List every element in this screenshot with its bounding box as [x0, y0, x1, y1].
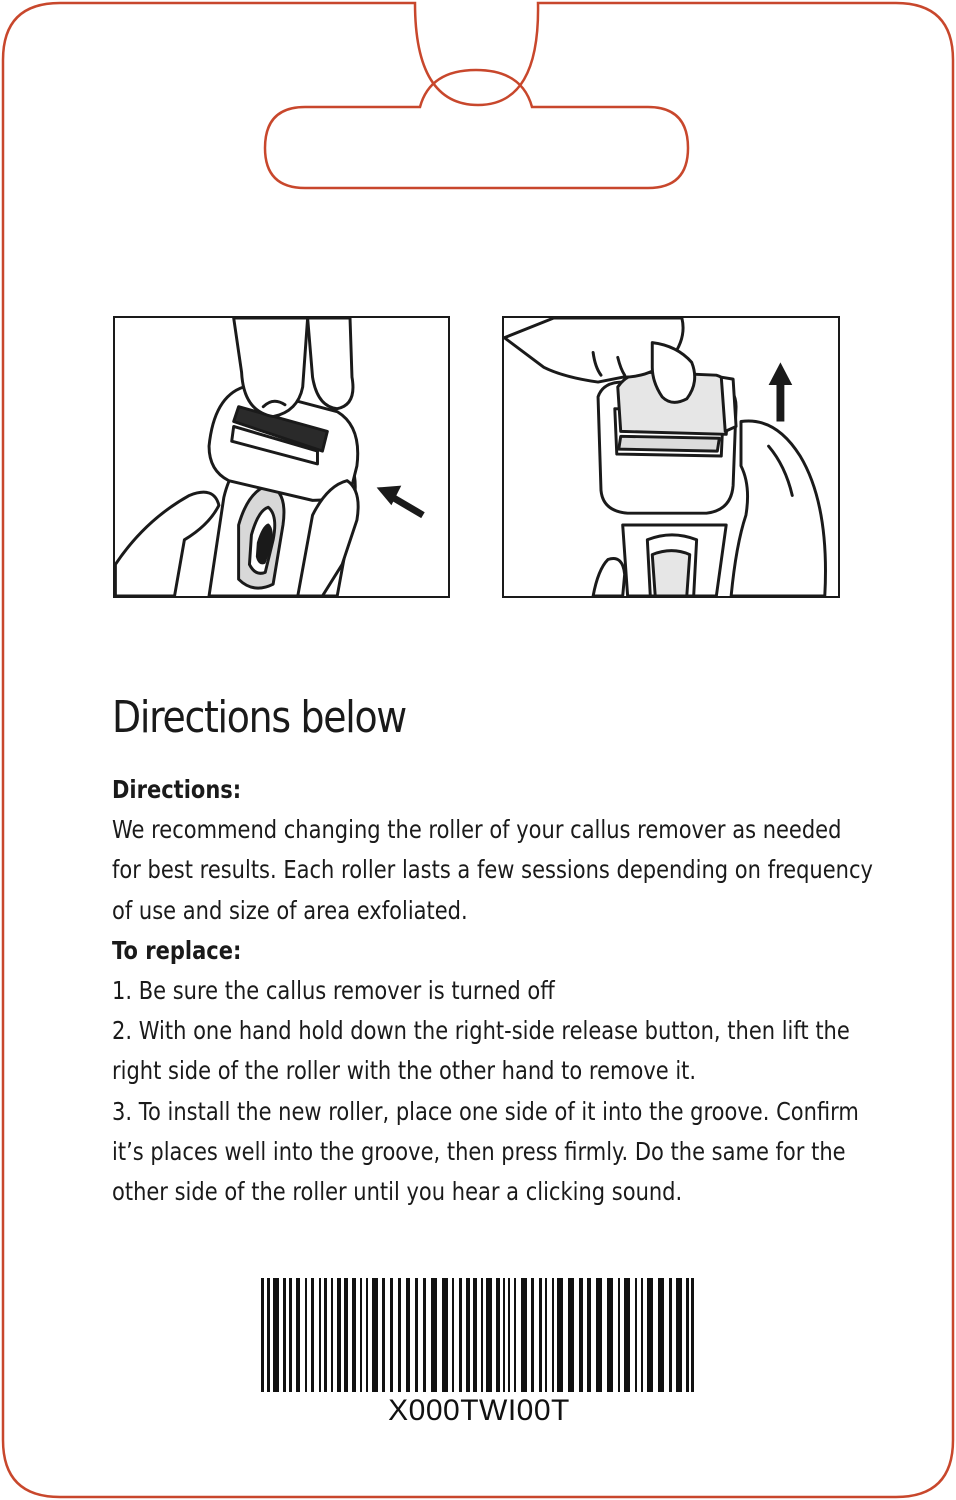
barcode-bar	[508, 1278, 510, 1392]
barcode-bar	[676, 1278, 682, 1392]
barcode-bar	[406, 1278, 410, 1392]
barcode-bar	[289, 1278, 292, 1392]
hang-hole	[265, 70, 688, 188]
step-line: 3. To install the new roller, place one side of it into the groove. Confirm	[112, 1096, 859, 1126]
barcode-bar	[283, 1278, 286, 1392]
barcode-bar	[658, 1278, 664, 1392]
barcode-bar	[521, 1278, 527, 1392]
barcode-bar	[568, 1278, 574, 1392]
barcode-bar	[669, 1278, 672, 1392]
barcode-bar	[319, 1278, 321, 1392]
barcode-bar	[486, 1278, 492, 1392]
barcode-bar	[641, 1278, 643, 1392]
arrow-up-icon	[769, 362, 793, 421]
barcode-bar	[607, 1278, 613, 1392]
barcode-bar	[647, 1278, 653, 1392]
barcode-bar	[296, 1278, 300, 1392]
barcode-bar	[423, 1278, 426, 1392]
hands-device-drawing-right	[504, 318, 838, 596]
barcode-bar	[624, 1278, 630, 1392]
step-line: it’s places well into the groove, then press firmly. Do the same for the	[112, 1136, 846, 1166]
barcode-bar	[337, 1278, 341, 1392]
barcode-bar	[360, 1278, 362, 1392]
barcode-bar	[452, 1278, 454, 1392]
directions-text	[112, 770, 873, 1212]
barcode-bar	[481, 1278, 483, 1392]
barcode-bar	[398, 1278, 401, 1392]
barcode-bar	[311, 1278, 314, 1392]
directions-paragraph-line: We recommend changing the roller of your callus remover as needed	[112, 815, 842, 845]
barcode-bar	[331, 1278, 333, 1392]
barcode-bar	[545, 1278, 547, 1392]
barcode-bar	[539, 1278, 542, 1392]
barcode-bar	[261, 1278, 264, 1392]
lift-roller-illustration	[502, 316, 840, 598]
directions-title: Directions:	[112, 775, 242, 804]
barcode	[259, 1278, 699, 1392]
step-line: other side of the roller until you hear a clicking sound.	[112, 1177, 683, 1207]
hands-device-drawing-left	[115, 318, 448, 596]
barcode-bar	[579, 1278, 583, 1392]
barcode-bar	[635, 1278, 637, 1392]
barcode-bar	[496, 1278, 500, 1392]
press-release-button-illustration	[113, 316, 450, 598]
barcode-bar	[618, 1278, 620, 1392]
barcode-bar	[466, 1278, 470, 1392]
barcode-bar	[459, 1278, 462, 1392]
barcode-number: X000TWI00T	[388, 1394, 570, 1427]
page-heading: Directions below	[112, 692, 406, 743]
directions-paragraph-line: for best results. Each roller lasts a few sessions depending on frequency	[112, 855, 873, 885]
barcode-bar	[596, 1278, 602, 1392]
step-line: 2. With one hand hold down the right-side release button, then lift the	[112, 1016, 850, 1046]
barcode-bar	[531, 1278, 534, 1392]
barcode-bar	[390, 1278, 393, 1392]
barcode-bar	[382, 1278, 385, 1392]
barcode-bar	[415, 1278, 418, 1392]
barcode-bar	[473, 1278, 477, 1392]
barcode-bar	[372, 1278, 378, 1392]
barcode-bar	[587, 1278, 591, 1392]
barcode-bar	[442, 1278, 448, 1392]
barcode-bar	[273, 1278, 279, 1392]
barcode-bar	[366, 1278, 368, 1392]
barcode-bar	[352, 1278, 356, 1392]
barcode-bar	[691, 1278, 694, 1392]
barcode-bar	[557, 1278, 563, 1392]
barcode-bar	[514, 1278, 516, 1392]
replace-title: To replace:	[112, 935, 242, 965]
barcode-bar	[324, 1278, 327, 1392]
barcode-bar	[267, 1278, 270, 1392]
directions-paragraph-line: of use and size of area exfoliated.	[112, 895, 468, 925]
barcode-bar	[686, 1278, 689, 1392]
barcode-bar	[305, 1278, 307, 1392]
barcode-bar	[503, 1278, 505, 1392]
barcode-bar	[552, 1278, 554, 1392]
step-line: 1. Be sure the callus remover is turned off	[112, 976, 555, 1006]
arrow-pointing-to-button-icon	[377, 486, 423, 516]
step-line: right side of the roller with the other hand to remove it.	[112, 1056, 697, 1086]
barcode-bar	[431, 1278, 437, 1392]
barcode-bar	[344, 1278, 348, 1392]
